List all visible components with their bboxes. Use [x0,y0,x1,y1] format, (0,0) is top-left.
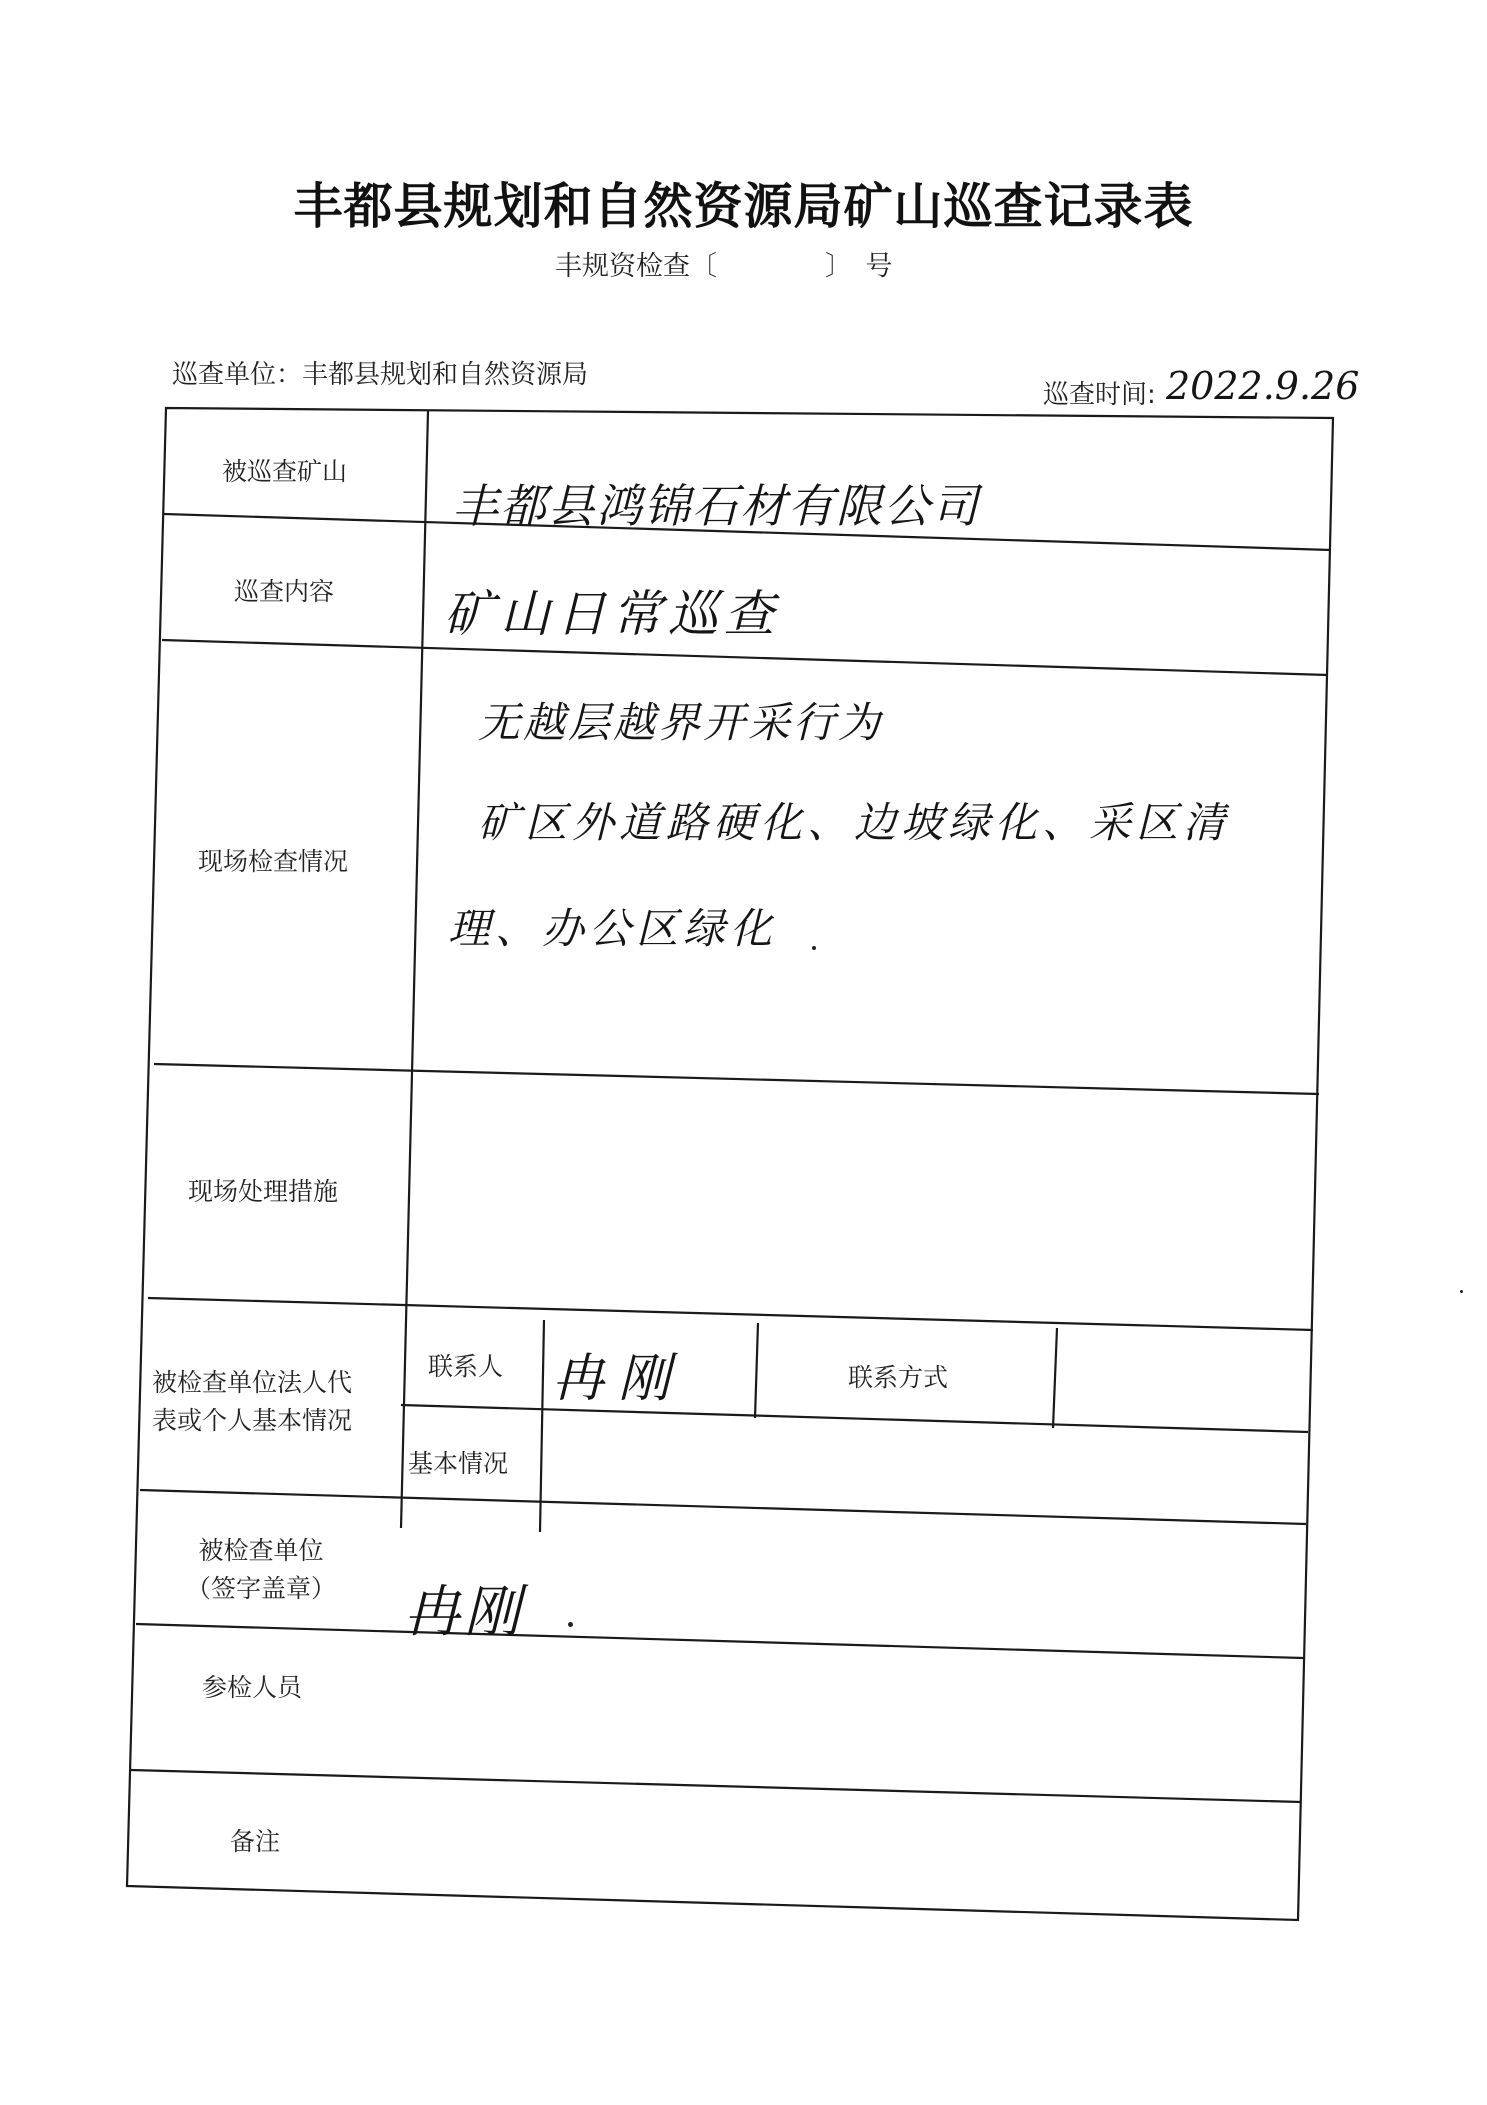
value-mine: 丰都县鸿锦石材有限公司 [452,479,980,533]
label-legal-rep-line1: 被检查单位法人代 [152,1368,353,1397]
inspection-unit: 巡查单位：丰都县规划和自然资源局 [172,360,589,390]
label-situation: 现场检查情况 [198,847,349,876]
label-basic-info: 基本情况 [408,1449,509,1478]
label-measures: 现场处理措施 [188,1177,339,1206]
value-content: 矿山日常巡查 [444,585,780,643]
contact-value-divider [755,1323,758,1418]
label-contact-person: 联系人 [428,1352,504,1381]
label-signature-line1: 被检查单位 [198,1536,324,1565]
label-participants: 参检人员 [202,1673,303,1702]
label-legal-rep [152,1364,352,1440]
document-title: 丰都县规划和自然资源局矿山巡查记录表 [293,177,1194,235]
row-divider-measures [148,1298,1313,1330]
scan-speck [568,1622,573,1627]
contact-method-divider [1053,1328,1057,1428]
row-divider-situation [154,1064,1319,1094]
value-contact-person: 冉刚 [552,1349,685,1409]
contact-label-divider [540,1320,544,1532]
row-divider-participants [131,1770,1301,1802]
label-mine: 被巡查矿山 [222,457,348,486]
label-contact-method: 联系方式 [848,1363,949,1392]
scan-speck [812,946,816,950]
label-legal-rep-line2: 表或个人基本情况 [152,1406,353,1435]
legal-rep-subrow-divider [401,1405,1308,1432]
row-divider-signature [136,1624,1303,1658]
row-divider-legal-rep [140,1490,1306,1524]
label-column-divider [401,411,428,1528]
label-remarks: 备注 [230,1827,281,1856]
value-situation-line2: 矿区外道路硬化、边坡绿化、采区清 [478,798,1231,847]
scan-speck [1460,1290,1463,1293]
inspection-time-label: 巡查时间: [1043,380,1156,410]
label-signature [186,1532,336,1608]
inspection-time-value: 2022.9.26 [1166,364,1360,408]
document-number: 丰规资检查〔 〕 号 [555,251,893,282]
value-situation-line3: 理、办公区绿化 [448,904,778,953]
label-content: 巡查内容 [234,577,335,606]
label-signature-line2: （签字盖章） [186,1574,337,1603]
value-signature: 冉刚 [404,1580,524,1645]
value-situation-line1: 无越层越界开采行为 [478,698,884,747]
